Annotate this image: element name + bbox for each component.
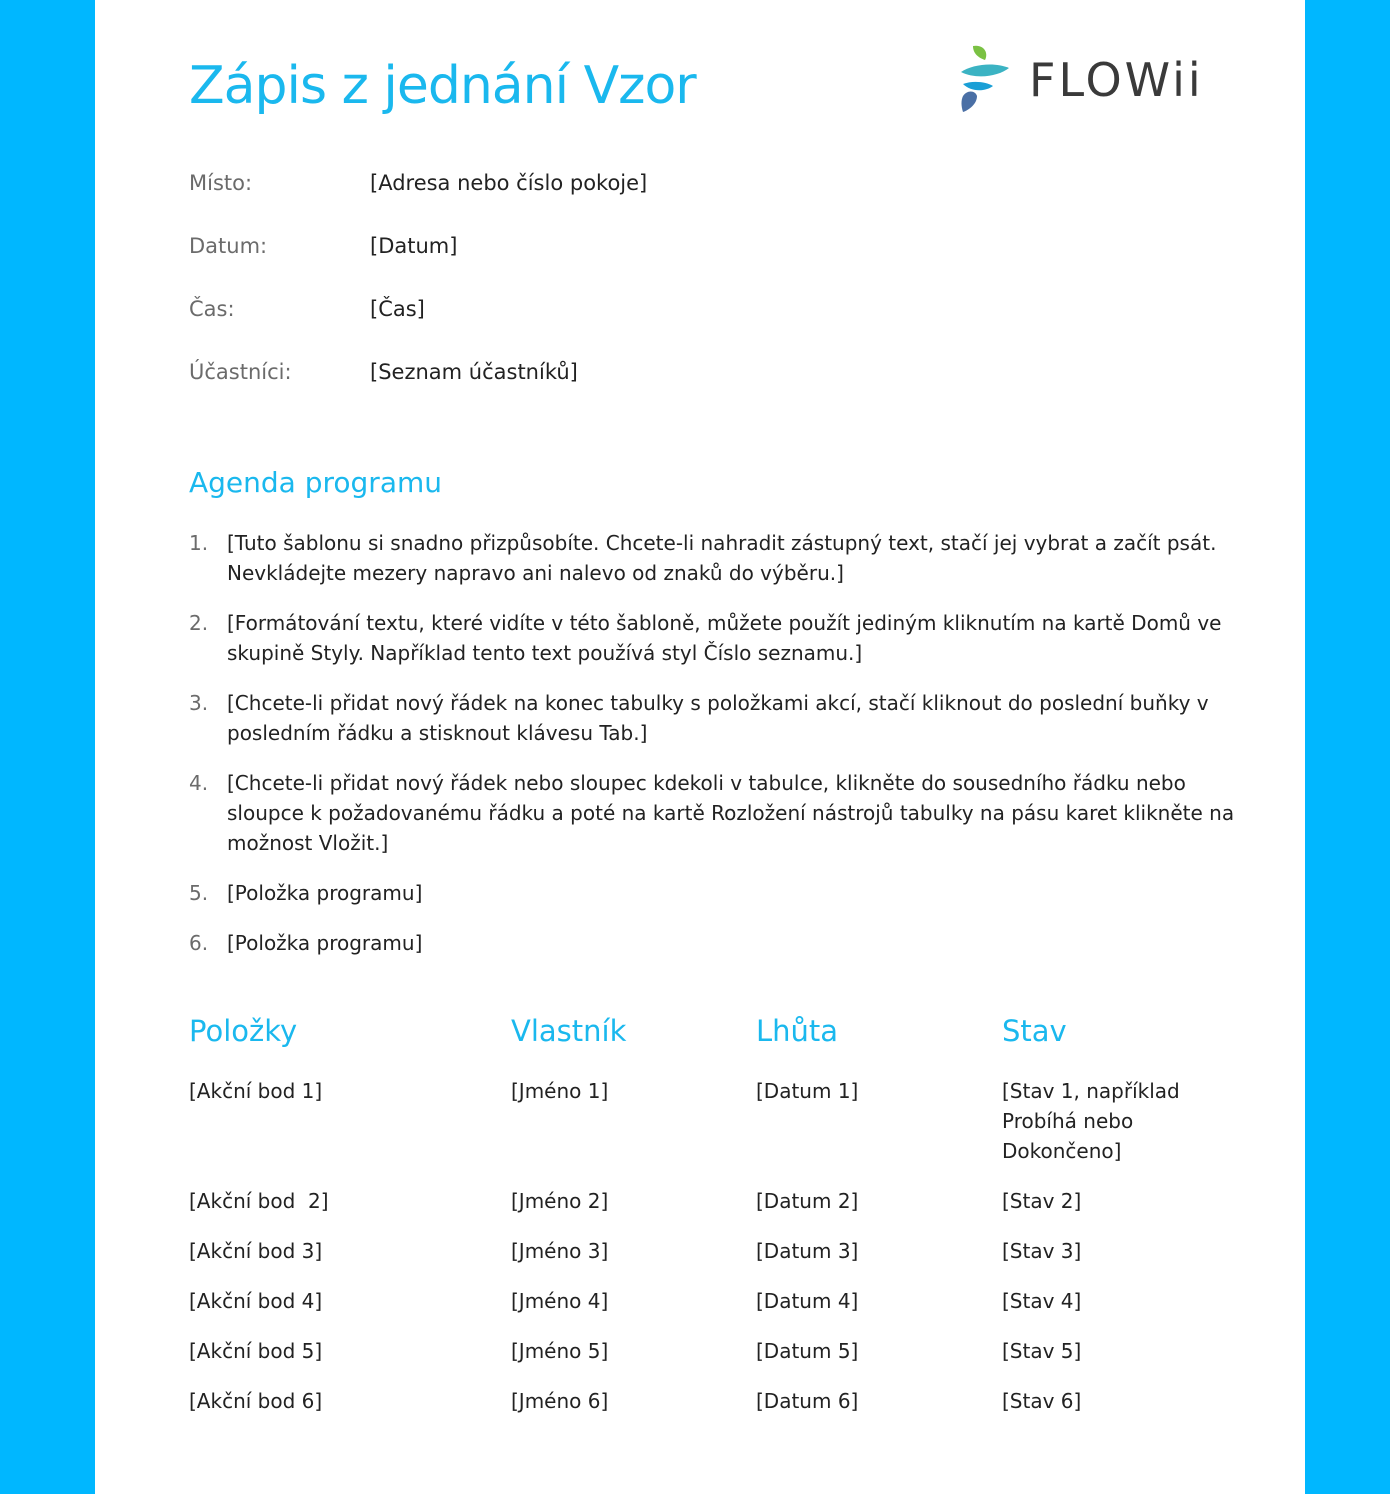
meta-label: Účastníci: [189,360,292,384]
deadline-cell: [Datum 4] [756,1289,859,1313]
meta-label: Datum: [189,234,268,258]
deadline-cell: [Datum 6] [756,1389,859,1413]
agenda-item [189,928,1255,958]
table-row [189,1386,1259,1416]
meeting-details [189,171,647,423]
table-row [189,1186,1259,1216]
agenda-item-text: [Formátování textu, které vidíte v této šabloně, můžete použít jediným kliknutím na kartě Domů ve skupině Styly. Například tento text používá styl Číslo seznamu.] [227,611,1222,665]
agenda-item [189,768,1255,858]
agenda-item-number: 3. [189,691,209,715]
owner-cell: [Jméno 5] [511,1339,609,1363]
agenda-item-text: [Položka programu] [227,881,423,905]
action-items-header [189,1014,1259,1076]
agenda-item [189,608,1255,668]
action-item-cell: [Akční bod 2] [189,1189,329,1213]
action-item-cell: [Akční bod 5] [189,1339,323,1363]
agenda-item-text: [Chcete-li přidat nový řádek na konec tabulky s položkami akcí, stačí kliknout do poslední buňky v posledním řádku a stisknout klávesu Tab.] [227,691,1209,745]
agenda-list [189,528,1255,978]
owner-cell: [Jméno 3] [511,1239,609,1263]
status-cell: [Stav 2] [1002,1189,1082,1213]
owner-cell: [Jméno 4] [511,1289,609,1313]
agenda-item [189,688,1255,748]
column-header-owner: Vlastník [511,1014,627,1048]
agenda-item-number: 1. [189,531,209,555]
column-header-deadline: Lhůta [756,1014,839,1048]
meta-value: [Datum] [370,234,458,258]
meta-value: [Adresa nebo číslo pokoje] [370,171,648,195]
agenda-item [189,878,1255,908]
table-row [189,1336,1259,1366]
agenda-item-number: 5. [189,881,209,905]
agenda-heading: Agenda programu [189,466,442,499]
action-item-cell: [Akční bod 1] [189,1079,323,1103]
status-cell: [Stav 4] [1002,1289,1082,1313]
meta-value: [Seznam účastníků] [370,360,578,384]
document-page [95,0,1305,1494]
logo-wordmark: FLOWii [1029,53,1204,107]
table-row [189,1286,1259,1316]
table-row [189,1236,1259,1266]
action-item-cell: [Akční bod 6] [189,1389,323,1413]
agenda-item-text: [Položka programu] [227,931,423,955]
column-header-status: Stav [1002,1014,1067,1048]
owner-cell: [Jméno 6] [511,1389,609,1413]
meta-row-participants [189,360,647,423]
meta-value: [Čas] [370,297,425,321]
action-item-cell: [Akční bod 4] [189,1289,323,1313]
meta-label: Místo: [189,171,253,195]
flowii-logo-icon [959,44,1015,116]
agenda-item-text: [Tuto šablonu si snadno přizpůsobíte. Chcete-li nahradit zástupný text, stačí jej vybrat a začít psát. Nevkládejte mezery napravo ani nalevo od znaků do výběru.] [227,531,1217,585]
meta-row-time [189,297,647,360]
status-cell: [Stav 1, například Probíhá nebo Dokončeno] [1002,1079,1187,1163]
owner-cell: [Jméno 1] [511,1079,609,1103]
agenda-item-text: [Chcete-li přidat nový řádek nebo sloupec kdekoli v tabulce, klikněte do sousedního řádku nebo sloupce k požadovanému řádku a poté na kartě Rozložení nástrojů tabulky na pásu karet klikněte na možnost Vložit.] [227,771,1235,855]
document-title: Zápis z jednání Vzor [189,56,696,116]
deadline-cell: [Datum 5] [756,1339,859,1363]
column-header-items: Položky [189,1014,298,1048]
action-item-cell: [Akční bod 3] [189,1239,323,1263]
status-cell: [Stav 6] [1002,1389,1082,1413]
table-row [189,1076,1259,1166]
status-cell: [Stav 3] [1002,1239,1082,1263]
deadline-cell: [Datum 1] [756,1079,859,1103]
deadline-cell: [Datum 3] [756,1239,859,1263]
agenda-item-number: 6. [189,931,209,955]
status-cell: [Stav 5] [1002,1339,1082,1363]
deadline-cell: [Datum 2] [756,1189,859,1213]
agenda-item-number: 2. [189,611,209,635]
agenda-item-number: 4. [189,771,209,795]
meta-label: Čas: [189,297,235,321]
agenda-item [189,528,1255,588]
action-items-table [189,1014,1259,1436]
owner-cell: [Jméno 2] [511,1189,609,1213]
meta-row-place [189,171,647,234]
flowii-logo [959,44,1204,116]
meta-row-date [189,234,647,297]
